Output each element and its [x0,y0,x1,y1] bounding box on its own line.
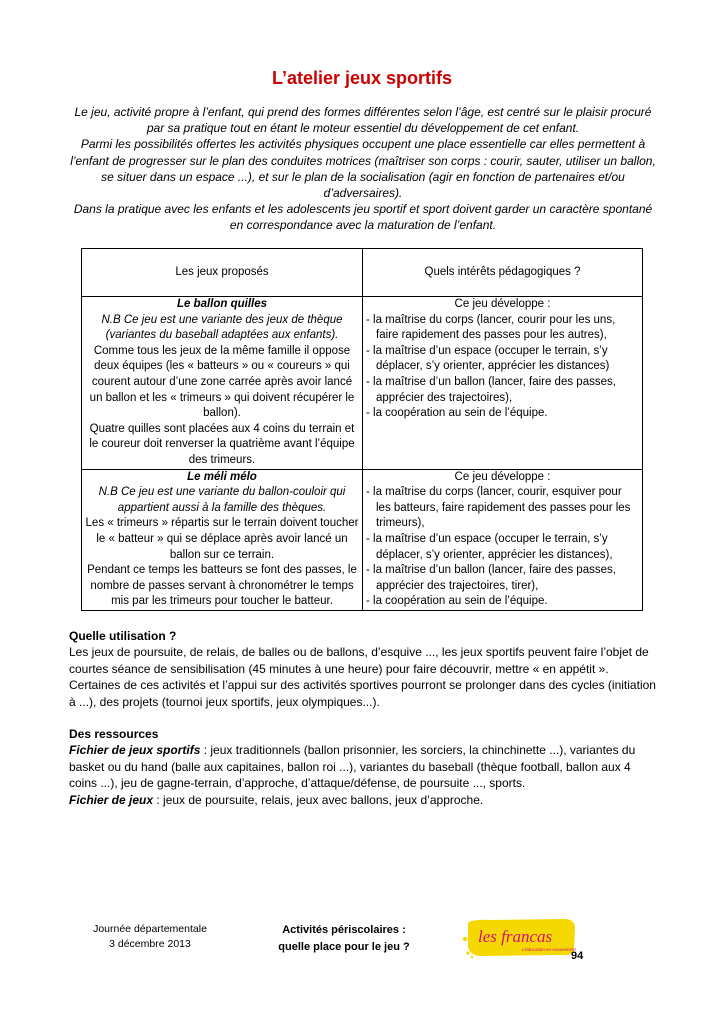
interest-point: - la maîtrise du corps (lancer, courir, esquiver pour les batteurs, faire rapidement des passes pour les trimeurs), [366,486,631,530]
develops-label: Ce jeu développe : [454,298,551,310]
game-description: Quatre quilles sont placées aux 4 coins du terrain et le coureur doit renverser la quatrième avant l’équipe des trimeurs. [89,422,355,466]
games-table [81,248,643,611]
page-title: L’atelier jeux sportifs [271,68,453,88]
game-name: Le méli mélo [187,470,257,483]
game-note: N.B Ce jeu est une variante du ballon-couloir qui appartient aussi à la famille des thèques. [98,486,346,514]
resource-label: Fichier de jeux sportifs [69,743,201,758]
game-description: Les « trimeurs » répartis sur le terrain doivent toucher le « batteur » qui se déplace après avoir lancé un ballon sur ce terrain. [85,517,359,561]
logo-text: les francas [478,927,553,946]
interest-point: - la maîtrise d’un espace (occuper le terrain, s’y déplacer, s’y orienter, apprécier les distances), [366,532,613,561]
resource-item [69,792,659,808]
game-description: Pendant ce temps les batteurs se font des passes, le nombre de passes servant à chronométrer le temps mis par les trimeurs pour toucher le batteur. [87,564,357,608]
table-header-row [82,249,643,297]
interest-point: - la maîtrise d’un espace (occuper le terrain, s’y déplacer, s’y orienter, apprécier les distances) [366,344,610,373]
resource-text: : jeux traditionnels (ballon prisonnier, les sorciers, la chinchinette ...), variantes du basket ou du hand (balle aux capitaines, ballon roi ...), variantes du baseball (thèque football, ballon aux 4 coins ...), jeu de gagne-terrain, d’approche, d’attaque/défense, de poursuite ..., sports. [69,743,636,791]
header-interests: Quels intérêts pédagogiques ? [363,249,643,297]
interest-cell [363,469,643,610]
game-cell [82,469,363,610]
footer-event-name: Journée départementale [93,923,207,935]
utilisation-section [69,628,659,710]
interest-cell [363,297,643,470]
interest-point: - la maîtrise d’un ballon (lancer, faire des passes, apprécier des trajectoires, tirer), [366,564,616,592]
intro-text [68,104,658,234]
interest-point: - la maîtrise d’un ballon (lancer, faire des passes, apprécier des trajectoires), [366,375,616,404]
develops-label: Ce jeu développe : [454,470,551,483]
footer-theme [256,922,432,956]
page-number: 94 [571,950,584,962]
intro-paragraph: Dans la pratique avec les enfants et les adolescents jeu sportif et sport doivent garder un caractère spontané en correspondance avec la maturation de l’enfant. [73,202,653,233]
footer-theme-line: Activités périscolaires : [282,924,406,936]
interest-point: - la maîtrise du corps (lancer, courir pour les uns, faire rapidement des passes pour les autres), [366,313,616,342]
interest-point: - la coopération au sein de l’équipe. [366,595,548,608]
utilisation-heading: Quelle utilisation ? [69,629,177,643]
resource-text: : jeux de poursuite, relais, jeux avec ballons, jeux d’approche. [153,792,484,807]
resource-item [69,742,659,791]
ressources-section [69,726,659,808]
intro-paragraph: Le jeu, activité propre à l’enfant, qui prend des formes différentes selon l’âge, est centré sur le plaisir procuré par sa pratique tout en étant le moteur essentiel du développement de cet enfant. [74,105,652,136]
resource-label: Fichier de jeux [69,792,154,807]
interest-point: - la coopération au sein de l’équipe. [366,407,548,420]
game-description: Comme tous les jeux de la même famille il oppose deux équipes (les « batteurs » ou « coureurs » qui courent autour d’une zone carrée après avoir lancé un ballon et les « trimeurs » qui doivent récupérer le ballon). [89,344,355,420]
game-name: Le ballon quilles [176,298,268,310]
game-note: N.B Ce jeu est une variante des jeux de thèque (variantes du baseball adaptées aux enfants). [101,313,343,342]
game-cell [82,297,363,470]
table-row [82,469,643,610]
francas-logo [462,917,580,964]
footer-event [80,922,220,952]
ressources-heading: Des ressources [69,727,159,741]
header-games: Les jeux proposés [82,249,363,297]
utilisation-text: Les jeux de poursuite, de relais, de balles ou de ballons, d’esquive ..., les jeux sportifs peuvent faire l’objet de courtes séance de sensibilisation (45 minutes à une heure) pour faire découvrir, mettre « en appétit ». Certaines de ces activités et l’appui sur des activités sportives pourront se prolonger dans des cycles (initiation à ...), des projets (tournoi jeux sportifs, jeux olympiques...). [69,645,656,709]
intro-paragraph: Parmi les possibilités offertes les activités physiques occupent une place essentielle car elles permettent à l’enfant de progresser sur le plan des conduites motrices (maîtriser son corps : courir, sauter, utiliser un ballon, se situer dans un espace ...), et sur le plan de la socialisation (agir en fonction de partenaires et/ou d’adversaires). [70,137,656,201]
table-row [82,297,643,470]
logo-tagline: L’éducation en mouvement [522,947,576,952]
footer-event-date: 3 décembre 2013 [109,938,191,950]
footer-theme-line: quelle place pour le jeu ? [278,941,410,953]
